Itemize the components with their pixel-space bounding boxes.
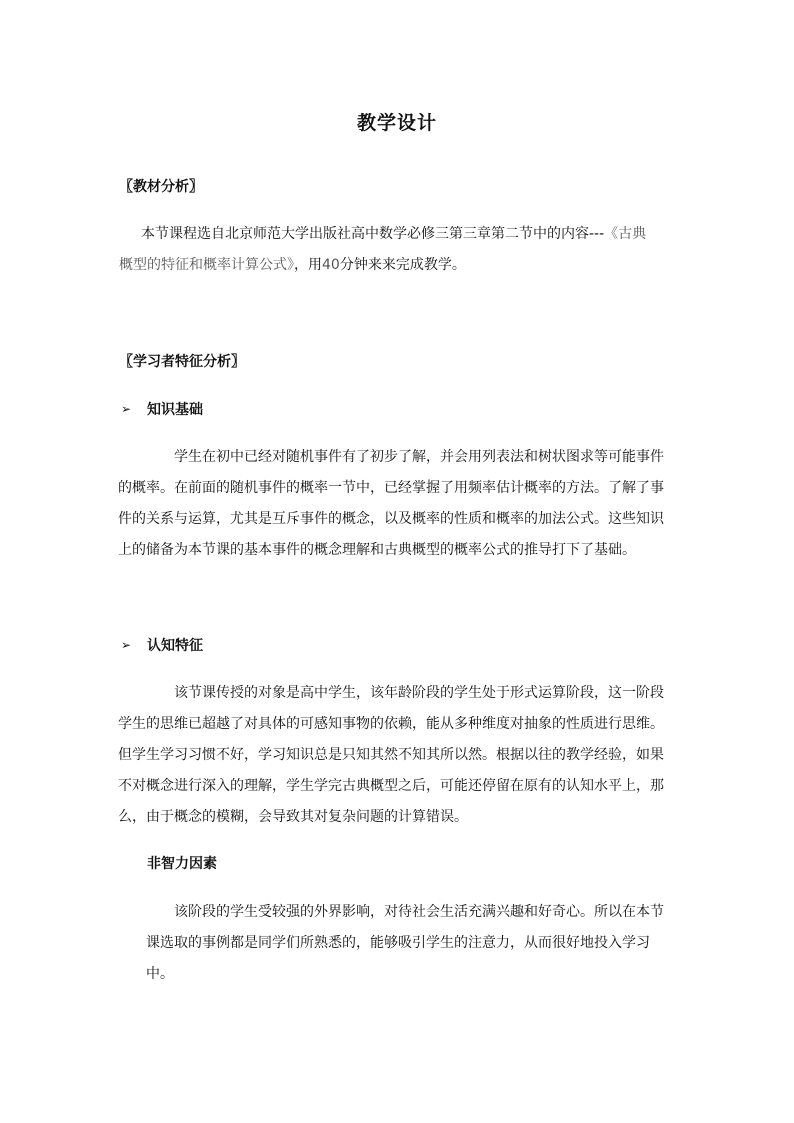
arrow-bullet-icon: ➢ bbox=[121, 638, 132, 652]
non-intellectual-paragraph: 该阶段的学生受较强的外界影响，对待社会生活充满兴趣和好奇心。所以在本节课选取的事例都是同学们所熟悉的，能够吸引学生的注意力，从而很好地投入学习中。 bbox=[146, 904, 664, 982]
material-analysis-text-part1: 本节课程选自北京师范大学出版社高中数学必修三第三章第二节中的内容--- bbox=[141, 226, 605, 242]
section-heading-material-analysis: 〖教材分析〗 bbox=[119, 179, 203, 195]
subheading-cognitive-features bbox=[121, 635, 203, 655]
material-analysis-text-part3: 分钟来来完成教学。 bbox=[339, 257, 466, 273]
duration-number: 40 bbox=[322, 257, 340, 273]
course-title-reference: 《古典概型的特征和概率计算公式》 bbox=[119, 226, 647, 273]
section-heading-learner-analysis: 〖学习者特征分析〗 bbox=[119, 354, 245, 370]
arrow-bullet-icon: ➢ bbox=[121, 402, 132, 416]
material-analysis-text-part2: ，用 bbox=[294, 257, 322, 273]
page-title: 教学设计 bbox=[356, 112, 437, 134]
cognitive-features-title: 认知特征 bbox=[147, 638, 203, 654]
knowledge-basis-title: 知识基础 bbox=[147, 402, 203, 418]
cognitive-features-paragraph: 该节课传授的对象是高中学生，该年龄阶段的学生处于形式运算阶段，这一阶段学生的思维已超越了对具体的可感知事物的依赖，能从多种维度对抽象的性质进行思维。但学生学习习惯不好，学习知识总是只知其然不知其所以然。根据以往的教学经验，如果不对概念进行深入的理解，学生学完古典概型之后，可能还停留在原有的认知水平上，那么，由于概念的模糊，会导致其对复杂问题的计算错误。 bbox=[118, 685, 664, 825]
material-analysis-paragraph bbox=[119, 219, 655, 281]
knowledge-basis-paragraph: 学生在初中已经对随机事件有了初步了解，并会用列表法和树状图求等可能事件的概率。在前面的随机事件的概率一节中，已经掌握了用频率估计概率的方法。了解了事件的关系与运算，尤其是互斥事件的概念，以及概率的性质和概率的加法公式。这些知识上的储备为本节课的基本事件的概念理解和古典概型的概率公式的推导打下了基础。 bbox=[118, 449, 664, 558]
subheading-knowledge-basis bbox=[121, 399, 203, 419]
subheading-non-intellectual-factors bbox=[147, 853, 217, 873]
non-intellectual-title: 非智力因素 bbox=[147, 856, 217, 872]
